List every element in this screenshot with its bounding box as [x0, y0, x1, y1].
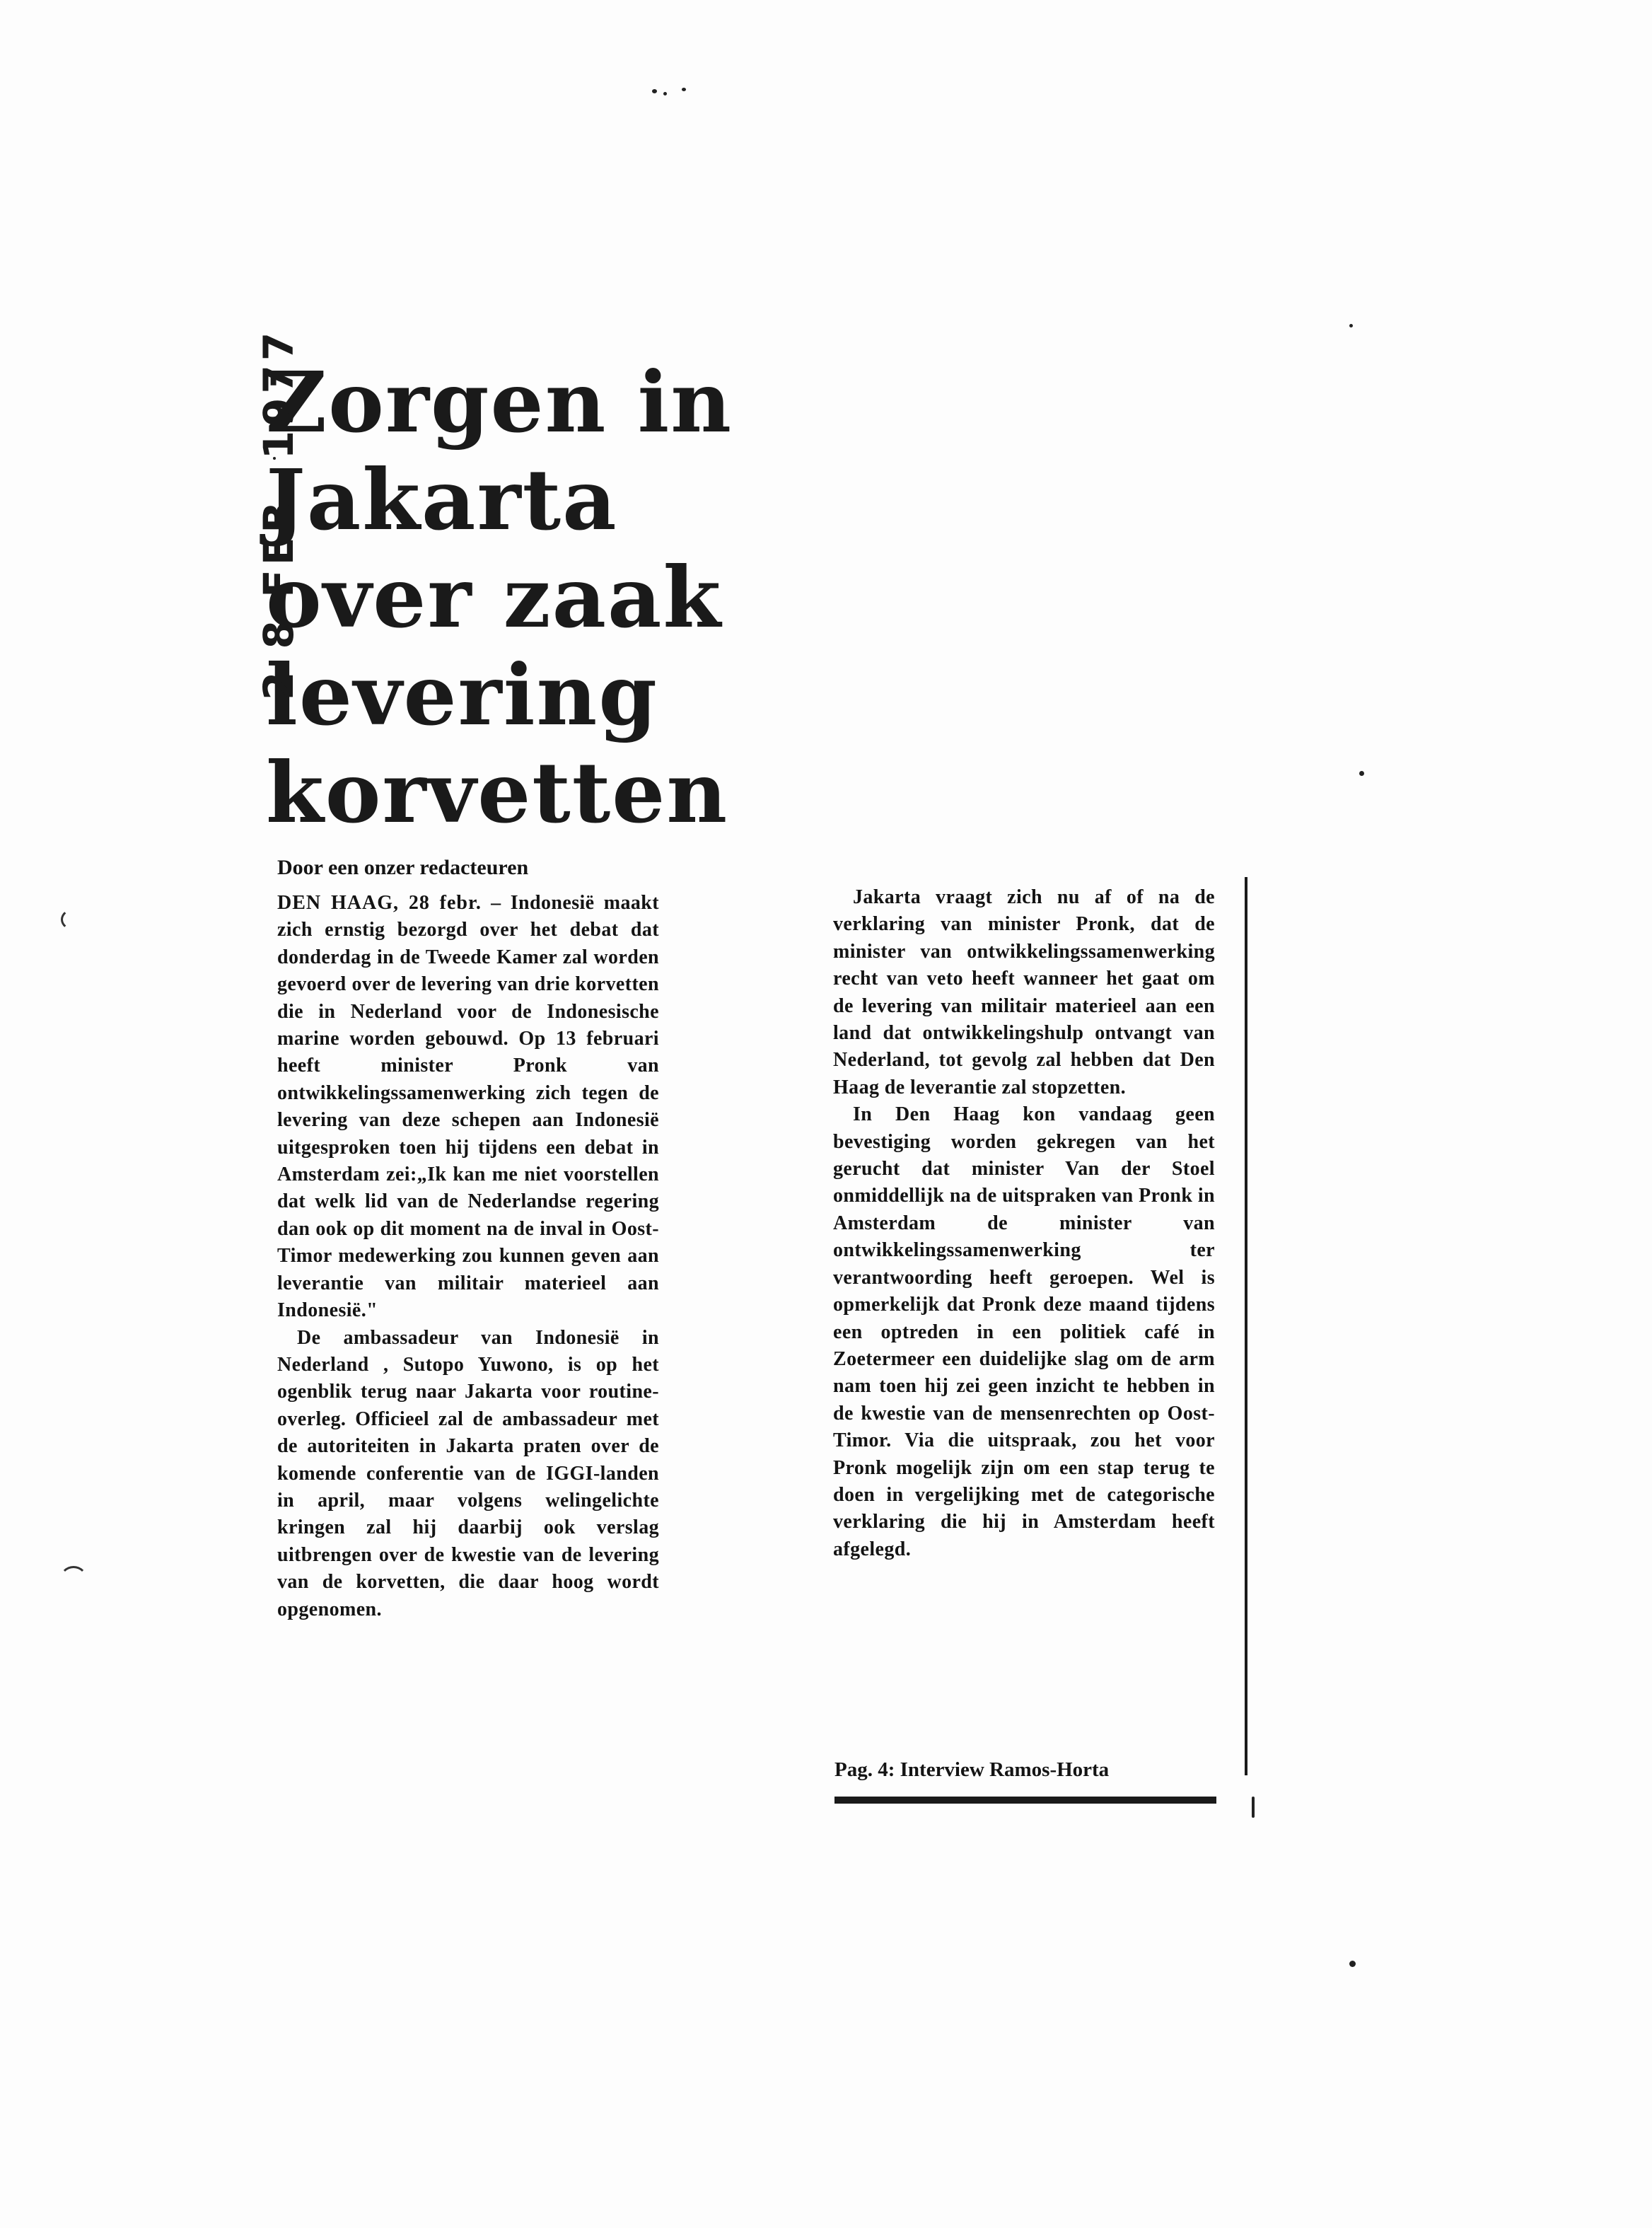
article-column-left — [277, 890, 659, 1623]
scan-speck — [652, 89, 657, 93]
byline: Door een onzer redacteuren — [277, 856, 529, 879]
date-stamp: 2 8 FEB. 1977 — [255, 327, 303, 700]
headline-line: Zorgen in — [266, 353, 733, 451]
headline-line: over zaak — [266, 548, 723, 646]
headline — [266, 353, 733, 842]
dateline: DEN HAAG, 28 febr. — [277, 892, 482, 914]
article-paragraph: Jakarta vraagt zich nu af of na de verklaring van minister Pronk, dat de minister van ontwikkelingssamenwerking recht van veto heeft wanneer het gaat om de levering van militair materieel aan een land dat ontwikkelingshulp ontvangt van Nederland, tot gevolg zal hebben dat Den Haag de leverantie zal stopzetten. — [833, 886, 1215, 1098]
scan-speck — [1252, 1797, 1255, 1818]
scan-speck — [663, 92, 667, 95]
column-rule-right — [1245, 877, 1247, 1775]
headline-line: Jakarta — [266, 451, 618, 549]
cross-reference: Pag. 4: Interview Ramos-Horta — [834, 1758, 1110, 1781]
margin-mark — [61, 908, 89, 931]
scan-speck — [1349, 1961, 1356, 1967]
paragraph-text: – Indonesië maakt zich ernstig bezorgd over het debat dat donderdag in de Tweede Kamer zal worden gevoerd over de levering van drie korvetten die in Nederland voor de Indonesische marine worden gebouwd. Op 13 februari heeft minister Pronk van ontwikkelingssamenwerking zich tegen de levering van deze schepen aan Indonesië uitgesproken toen hij tijdens een debat in Amsterdam zei:„Ik kan me niet voorstellen dat welk lid van de Nederlandse regering dan ook op dit moment na de inval in Oost-Timor medewerking zou kunnen geven aan leverantie van militair materieel aan Indonesië." — [277, 892, 659, 1322]
scan-speck — [682, 88, 686, 91]
margin-mark — [59, 1566, 88, 1594]
article-paragraph: In Den Haag kon vandaag geen bevestiging worden gekregen van het gerucht dat minister Van der Stoel onmiddellijk na de uitspraken van Pronk in Amsterdam de minister van ontwikkelingssamenwerking ter verantwoording heeft geroepen. Wel is opmerkelijk dat Pronk deze maand tijdens een optreden in een politiek café in Zoetermeer een duidelijke slag om de arm nam toen hij zei geen inzicht te hebben in de kwestie van de mensenrechten op Oost-Timor. Via die uitspraak, zou het voor Pronk mogelijk zijn om een stap terug te doen in vergelijking met de categorische verklaring die hij in Amsterdam heeft afgelegd. — [833, 1103, 1215, 1560]
scan-speck — [1359, 771, 1364, 776]
article-paragraph: De ambassadeur van Indonesië in Nederland , Sutopo Yuwono, is op het ogenblik terug naar Jakarta voor routine-overleg. Officieel zal de ambassadeur met de autoriteiten in Jakarta praten over de komende conferentie van de IGGI-landen in april, maar volgens welingelichte kringen zal hij daarbij ook verslag uitbrengen over de kwestie van de levering van de korvetten, die daar hoog wordt opgenomen. — [277, 1326, 659, 1620]
headline-line: levering — [266, 646, 658, 744]
scan-speck — [1349, 324, 1353, 327]
article-column-right — [833, 884, 1215, 1563]
article-paragraph — [277, 890, 659, 1325]
headline-line: korvetten — [266, 743, 729, 842]
column-rule-bottom — [834, 1797, 1216, 1804]
